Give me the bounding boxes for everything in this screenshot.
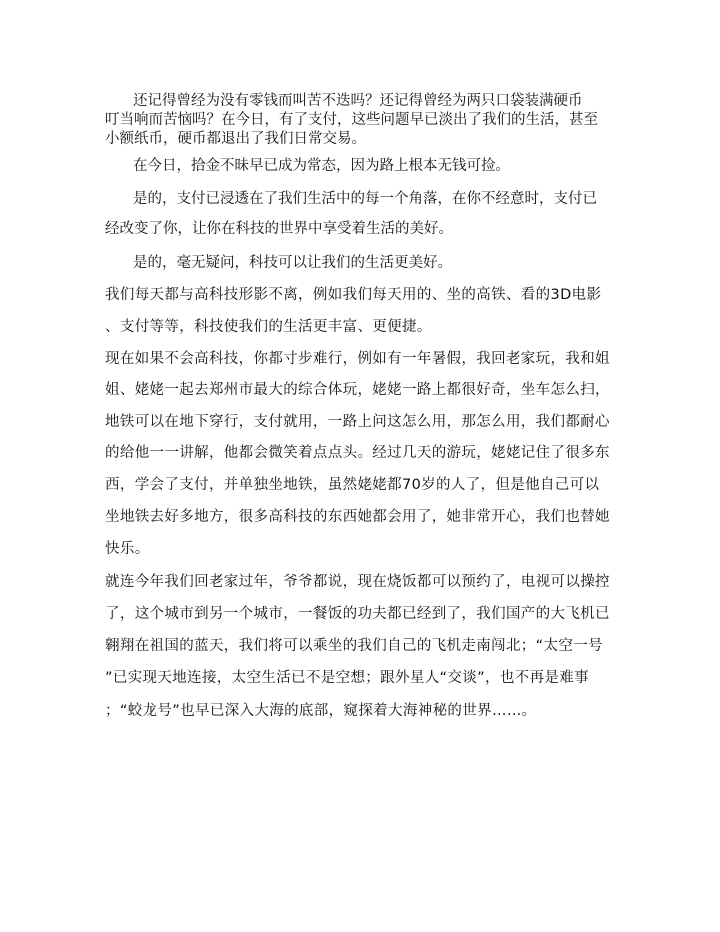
paragraph-line: ；“蛟龙号”也早已深入大海的底部，窥探着大海神秘的世界……。 [105,703,537,719]
paragraph-line: 现在如果不会高科技，你都寸步难行，例如有一年暑假，我回老家玩，我和姐 [105,351,610,367]
paragraph-line: ”已实现天地连接，太空生活已不是空想；跟外星人“交谈”，也不再是难事 [105,670,589,686]
paragraph-line: 就连今年我们回老家过年，爷爷都说，现在烧饭都可以预约了，电视可以操控 [105,574,610,590]
paragraph-line: 叮当响而苦恼吗？在今日，有了支付，这些问题早已淡出了我们的生活，甚至 [105,112,598,128]
paragraph-line: 是的，支付已浸透在了我们生活中的每一个角落，在你不经意时，支付已 [133,191,597,207]
paragraph-line: 坐地铁去好多地方，很多高科技的东西她都会用了，她非常开心，我们也替她 [105,509,610,525]
paragraph-line: 在今日，拾金不昧早已成为常态，因为路上根本无钱可捡。 [133,158,510,174]
paragraph-line: 翱翔在祖国的蓝天，我们将可以乘坐的我们自己的飞机走南闯北；“太空一号 [105,638,603,654]
paragraph-line: 经改变了你，让你在科技的世界中享受着生活的美好。 [105,221,453,237]
paragraph-line: 地铁可以在地下穿行，支付就用，一路上问这怎么用，那怎么用，我们都耐心 [105,414,610,430]
paragraph-line: 我们每天都与高科技形影不离，例如我们每天用的、坐的高铁、看的3D电影 [105,287,602,303]
paragraph-line: 是的，毫无疑问，科技可以让我们的生活更美好。 [133,255,452,271]
paragraph-line: 姐、姥姥一起去郑州市最大的综合体玩，姥姥一路上都很好奇，坐车怎么扫， [105,382,610,398]
paragraph-line: 西，学会了支付，并单独坐地铁，虽然姥姥都70岁的人了，但是他自己可以 [105,477,600,493]
paragraph-line: 了，这个城市到另一个城市，一餐饭的功夫都已经到了，我们国产的大飞机已 [105,606,610,622]
paragraph-line: 小额纸币，硬币都退出了我们日常交易。 [105,131,366,147]
paragraph-line: 快乐。 [105,541,150,557]
paragraph-line: 的给他一一讲解，他都会微笑着点点头。经过几天的游玩，姥姥记住了很多东 [105,445,610,461]
paragraph-line: 还记得曾经为没有零钱而叫苦不迭吗？还记得曾经为两只口袋装满硬币 [133,93,583,109]
paragraph-line: 、支付等等，科技使我们的生活更丰富、更便捷。 [105,319,432,335]
